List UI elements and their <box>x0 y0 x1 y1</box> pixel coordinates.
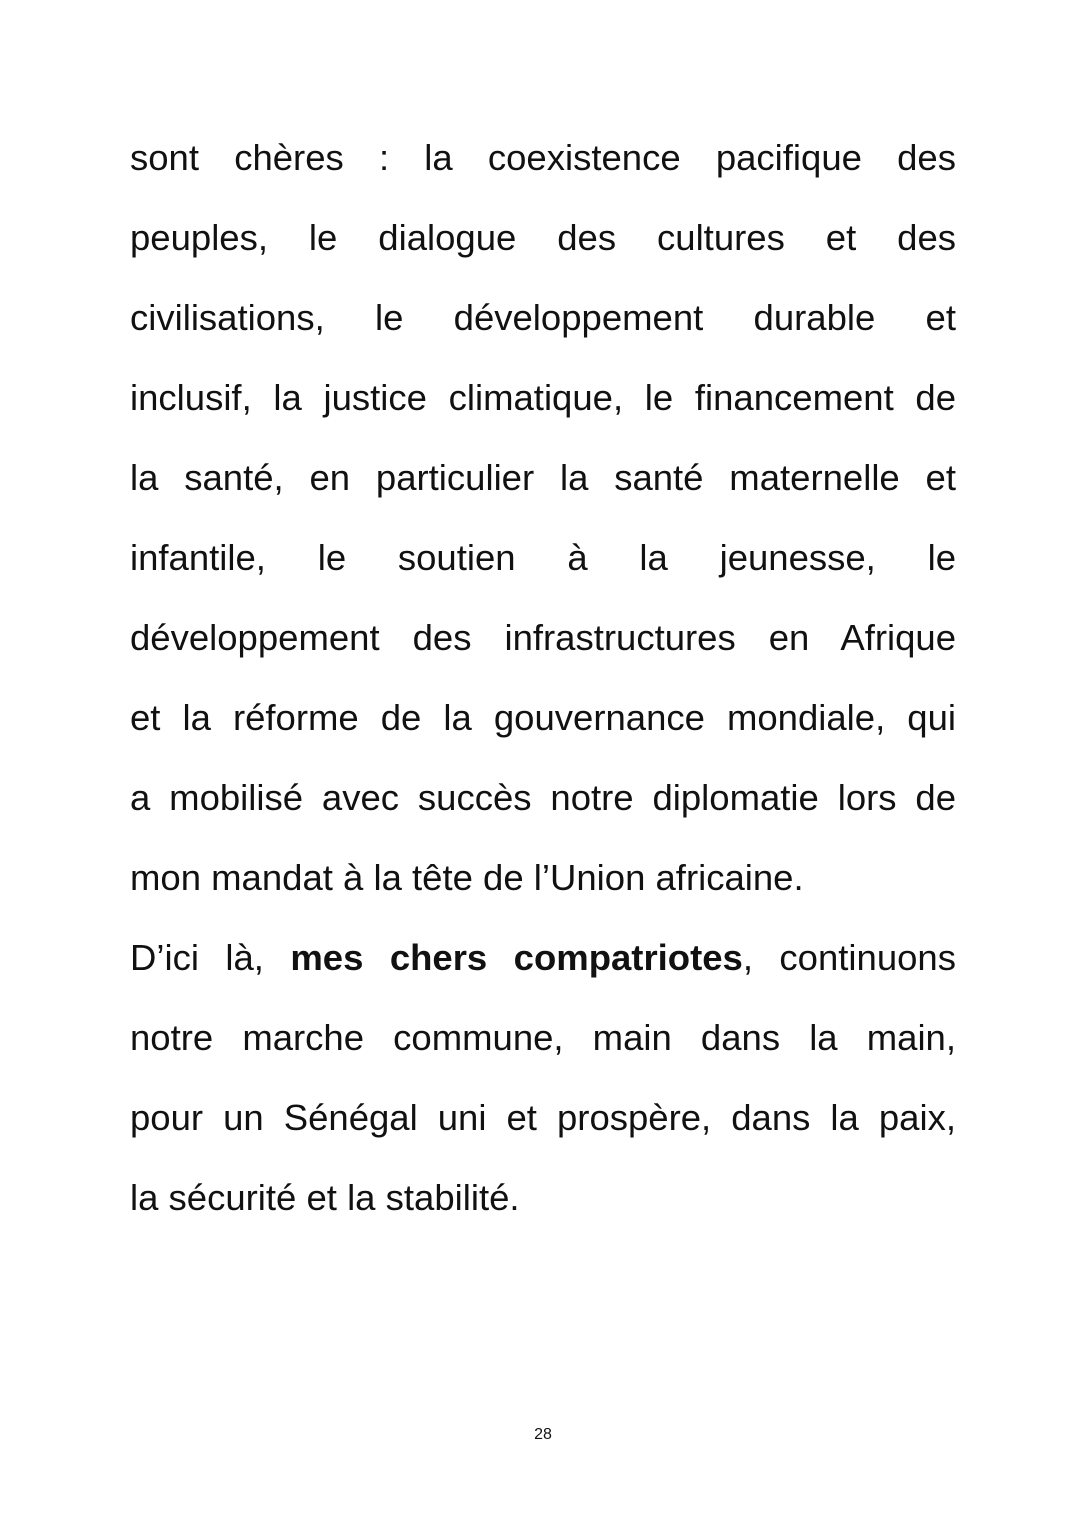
text-segment: , continuons <box>742 937 956 978</box>
paragraph-1 <box>130 130 956 930</box>
text-line: civilisations, le développement durable et <box>130 297 956 338</box>
text-line: inclusif, la justice climatique, le financement de <box>130 377 956 418</box>
text-line-last: la sécurité et la stabilité. <box>130 1177 520 1218</box>
text-line: sont chères : la coexistence pacifique des <box>130 137 956 178</box>
text-line: développement des infrastructures en Afrique <box>130 617 956 658</box>
text-line: notre marche commune, main dans la main, <box>130 1017 956 1058</box>
text-line: pour un Sénégal uni et prospère, dans la paix, <box>130 1097 956 1138</box>
paragraph-2 <box>130 930 956 1250</box>
text-line: et la réforme de la gouvernance mondiale, qui <box>130 697 956 738</box>
body-text <box>130 130 956 1250</box>
bold-emphasis: mes chers compatriotes <box>290 937 743 978</box>
text-line: infantile, le soutien à la jeunesse, le <box>130 537 956 578</box>
text-line-with-emphasis <box>130 930 956 1010</box>
page-number: 28 <box>534 1426 552 1443</box>
text-line-last: mon mandat à la tête de l’Union africaine. <box>130 857 804 898</box>
text-line: peuples, le dialogue des cultures et des <box>130 217 956 258</box>
text-segment: D’ici là, <box>130 937 291 978</box>
text-line: a mobilisé avec succès notre diplomatie lors de <box>130 777 956 818</box>
text-line: la santé, en particulier la santé maternelle et <box>130 457 956 498</box>
